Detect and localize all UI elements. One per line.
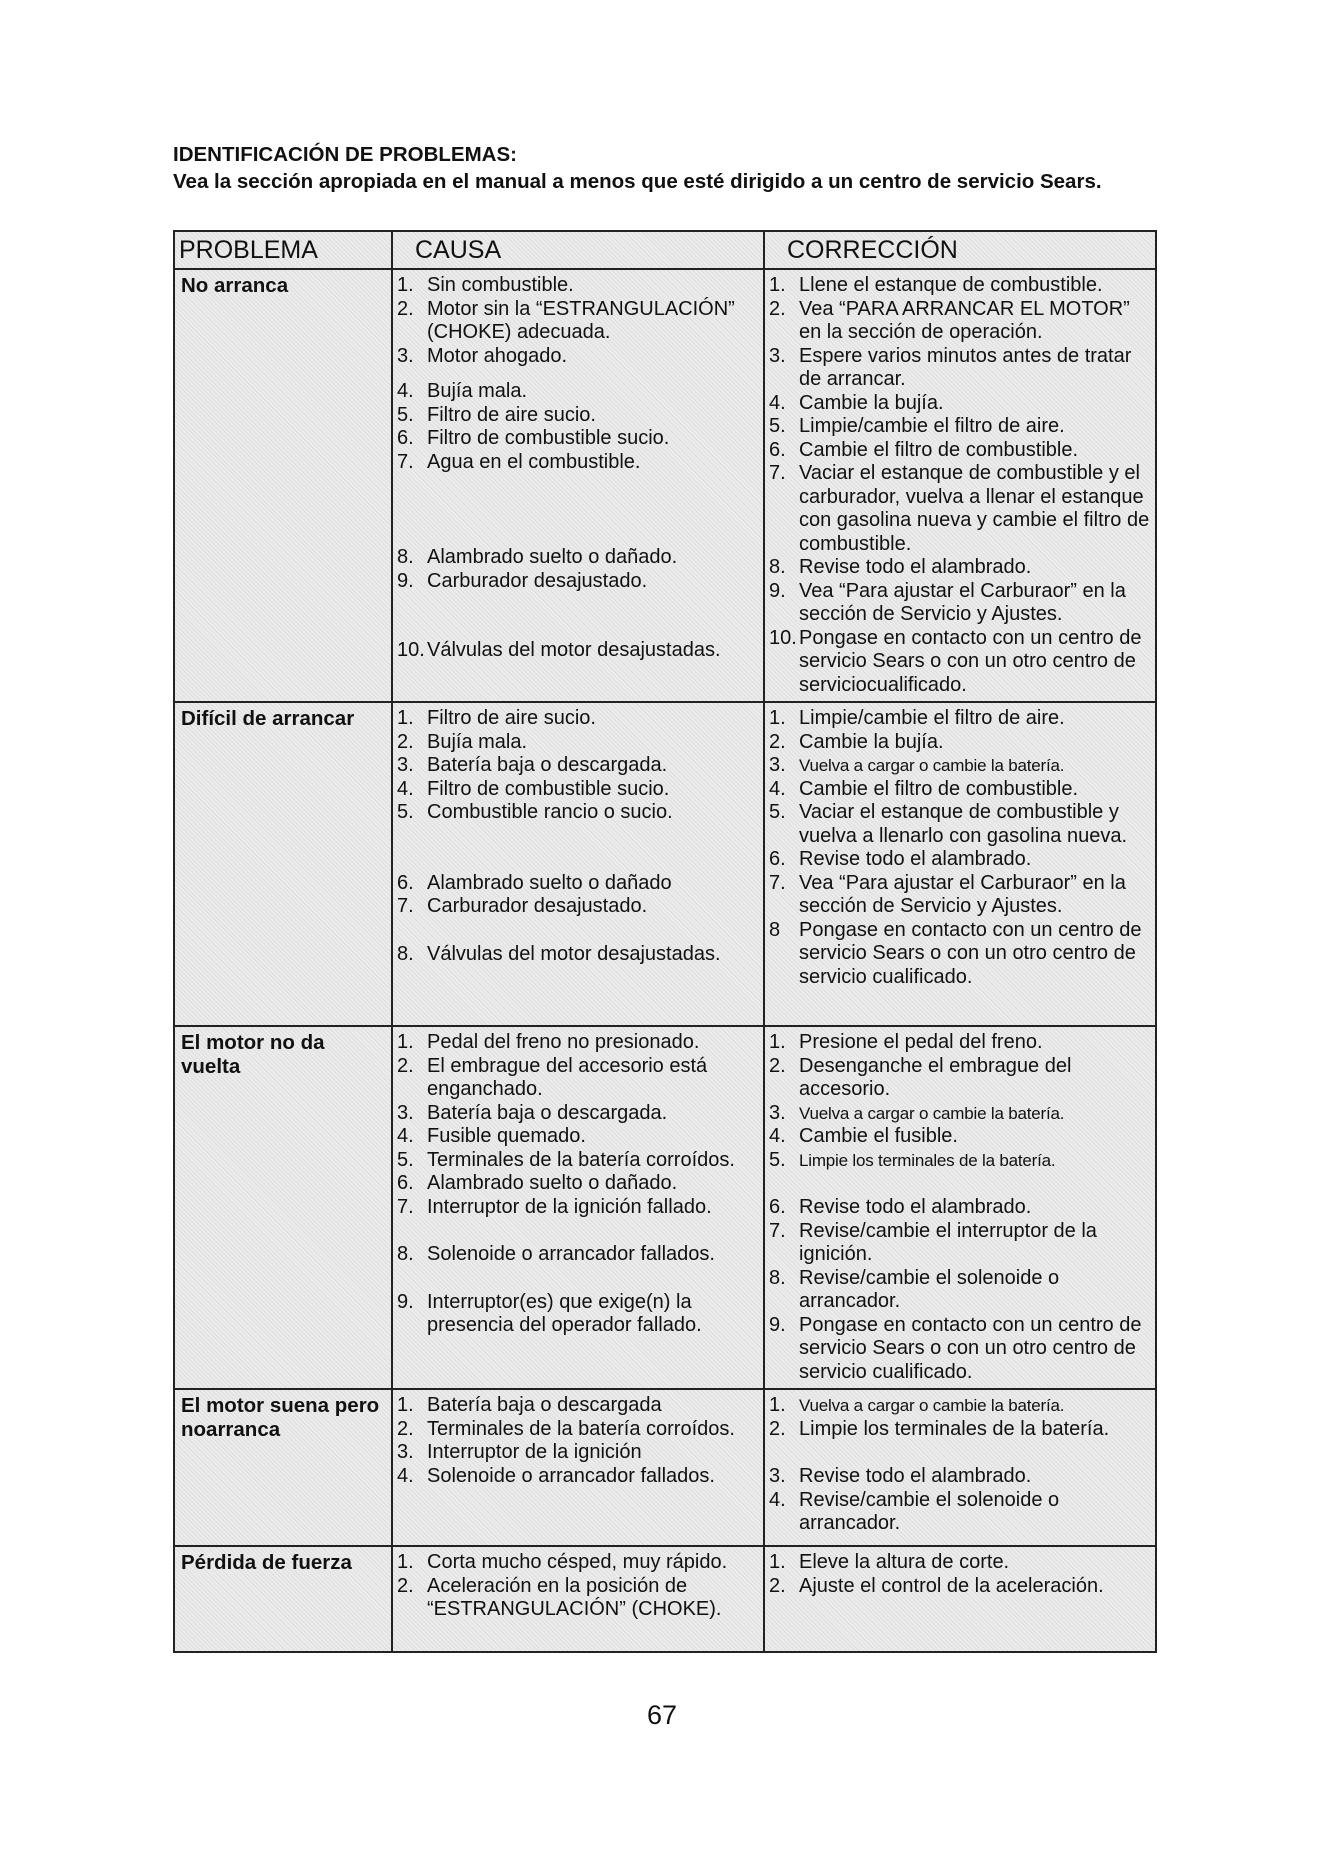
- problem-cell: No arranca: [174, 269, 392, 702]
- list-item: 5. Vaciar el estanque de combustible y vuelva a llenarlo con gasolina nueva.: [769, 801, 1127, 847]
- list-item: 1. Filtro de aire sucio.: [397, 707, 596, 729]
- list-item: 1. Sin combustible.: [397, 274, 574, 296]
- list-item: 7. Vea “Para ajustar el Carburaor” en la sección de Servicio y Ajustes.: [769, 871, 1126, 917]
- page-number: 67: [646, 1700, 678, 1730]
- list-item: 8. Alambrado suelto o dañado.: [397, 546, 678, 568]
- list-item: 7. Revise/cambie el interruptor de la ignición.: [769, 1219, 1097, 1265]
- list-item: 1. Presione el pedal del freno.: [769, 1031, 1043, 1053]
- list-item: 6. Alambrado suelto o dañado: [397, 871, 672, 894]
- list-item: 1. Eleve la altura de corte.: [769, 1551, 1010, 1573]
- header-cause: CAUSA: [392, 231, 764, 269]
- problem-cell: Difícil de arrancar: [174, 702, 392, 1026]
- cause-cell: [392, 1389, 764, 1546]
- list-item: 5. Limpie/cambie el filtro de aire.: [769, 415, 1065, 437]
- list-item: 6. Alambrado suelto o dañado.: [397, 1172, 678, 1194]
- list-item: 1. Corta mucho césped, muy rápido.: [397, 1551, 728, 1573]
- list-item: 5. Combustible rancio o sucio.: [397, 801, 673, 823]
- list-item: 1. Limpie/cambie el filtro de aire.: [769, 707, 1065, 729]
- header-problem: PROBLEMA: [174, 231, 392, 269]
- correction-cell: [764, 1546, 1156, 1652]
- list-item: 3. Interruptor de la ignición: [397, 1441, 642, 1463]
- cause-cell: [392, 1546, 764, 1652]
- list-item: 2. Vea “PARA ARRANCAR EL MOTOR” en la sección de operación.: [769, 297, 1130, 343]
- problem-cell: El motor suena pero noarranca: [174, 1389, 392, 1546]
- list-item: 6. Revise todo el alambrado.: [769, 1196, 1032, 1218]
- list-item: 8. Válvulas del motor desajustadas.: [397, 942, 721, 965]
- list-item: 2. Bujía mala.: [397, 730, 528, 753]
- list-item: 8. Revise/cambie el solenoide o arrancador.: [769, 1266, 1060, 1312]
- list-item: 7. Interruptor de la ignición fallado.: [397, 1195, 712, 1218]
- list-item: 4. Bujía mala.: [397, 380, 528, 402]
- list-item: 8. Solenoide o arrancador fallados.: [397, 1243, 715, 1265]
- list-item: 2. El embrague del accesorio está enganchado.: [397, 1054, 708, 1100]
- list-item: 7. Agua en el combustible.: [397, 450, 641, 473]
- list-item: 1. Vuelva a cargar o cambie la batería.: [769, 1394, 1065, 1416]
- table-row: [174, 1026, 1156, 1389]
- table-row: [174, 269, 1156, 702]
- list-item: 1. Pedal del freno no presionado.: [397, 1031, 700, 1053]
- list-item: 6. Filtro de combustible sucio.: [397, 427, 670, 449]
- list-item: 8 Pongase en contacto con un centro de servicio Sears o con un otro centro de servicio cualificado.: [769, 918, 1142, 988]
- list-item: 2. Limpie los terminales de la batería.: [769, 1417, 1110, 1440]
- page-subtitle: Vea la sección apropiada en el manual a menos que esté dirigido a un centro de servicio Sears.: [173, 170, 1102, 193]
- correction-cell: [764, 269, 1156, 702]
- list-item: 5. Filtro de aire sucio.: [397, 403, 596, 426]
- list-item: 10. Válvulas del motor desajustadas.: [397, 639, 721, 661]
- troubleshooting-table: [173, 230, 1157, 1653]
- list-item: 3. Revise todo el alambrado.: [769, 1465, 1032, 1487]
- list-item: 4. Cambie el filtro de combustible.: [769, 777, 1079, 800]
- list-item: 2. Aceleración en la posición de “ESTRANGULACIÓN” (CHOKE).: [397, 1574, 722, 1620]
- list-item: 4. Revise/cambie el solenoide o arrancador.: [769, 1488, 1060, 1534]
- list-item: 5. Terminales de la batería corroídos.: [397, 1148, 735, 1171]
- list-item: 9. Interruptor(es) que exige(n) la presencia del operador fallado.: [397, 1290, 702, 1336]
- correction-cell: [764, 702, 1156, 1026]
- list-item: 2. Motor sin la “ESTRANGULACIÓN” (CHOKE) adecuada.: [397, 297, 735, 343]
- cause-cell: [392, 269, 764, 702]
- table-row: [174, 1546, 1156, 1652]
- list-item: 9. Pongase en contacto con un centro de servicio Sears o con un otro centro de servicio cualificado.: [769, 1313, 1142, 1383]
- problem-cell: Pérdida de fuerza: [174, 1546, 392, 1652]
- list-item: 4. Filtro de combustible sucio.: [397, 777, 670, 800]
- list-item: 3. Batería baja o descargada.: [397, 754, 668, 776]
- list-item: 7. Carburador desajustado.: [397, 895, 648, 917]
- cause-cell: [392, 1026, 764, 1389]
- list-item: 6. Revise todo el alambrado.: [769, 848, 1032, 870]
- page-title: IDENTIFICACIÓN DE PROBLEMAS:: [173, 143, 517, 166]
- list-item: 3. Espere varios minutos antes de tratar de arrancar.: [769, 344, 1132, 390]
- list-item: 2. Ajuste el control de la aceleración.: [769, 1574, 1104, 1597]
- list-item: 2. Terminales de la batería corroídos.: [397, 1417, 735, 1440]
- list-item: 3. Batería baja o descargada.: [397, 1101, 668, 1124]
- correction-cell: [764, 1026, 1156, 1389]
- list-item: 1. Batería baja o descargada: [397, 1394, 662, 1416]
- list-item: 3. Vuelva a cargar o cambie la batería.: [769, 754, 1065, 776]
- list-item: 10. Pongase en contacto con un centro de servicio Sears o con un otro centro de serviciocualificado.: [769, 626, 1142, 696]
- list-item: 3. Motor ahogado.: [397, 344, 568, 367]
- cause-cell: [392, 702, 764, 1026]
- problem-cell: El motor no da vuelta: [174, 1026, 392, 1389]
- table-row: [174, 702, 1156, 1026]
- list-item: 5. Limpie los terminales de la batería.: [769, 1148, 1056, 1171]
- list-item: 6. Cambie el filtro de combustible.: [769, 438, 1079, 461]
- list-item: 2. Cambie la bujía.: [769, 730, 944, 753]
- list-item: 1. Llene el estanque de combustible.: [769, 274, 1103, 296]
- list-item: 2. Desenganche el embrague del accesorio.: [769, 1054, 1072, 1100]
- list-item: 9. Vea “Para ajustar el Carburaor” en la sección de Servicio y Ajustes.: [769, 579, 1126, 625]
- table-header-row: [174, 231, 1156, 269]
- list-item: 3. Vuelva a cargar o cambie la batería.: [769, 1101, 1065, 1124]
- table-row: [174, 1389, 1156, 1546]
- list-item: 4. Fusible quemado.: [397, 1125, 586, 1147]
- list-item: 9. Carburador desajustado.: [397, 569, 648, 592]
- list-item: 7. Vaciar el estanque de combustible y el carburador, vuelva a llenar el estanque con gasolina nueva y cambie el filtro de combustible.: [769, 462, 1150, 555]
- header-correction: CORRECCIÓN: [764, 231, 1156, 269]
- list-item: 4. Cambie la bujía.: [769, 391, 944, 414]
- correction-cell: [764, 1389, 1156, 1546]
- list-item: 4. Cambie el fusible.: [769, 1125, 958, 1147]
- list-item: 8. Revise todo el alambrado.: [769, 556, 1032, 578]
- list-item: 4. Solenoide o arrancador fallados.: [397, 1464, 715, 1487]
